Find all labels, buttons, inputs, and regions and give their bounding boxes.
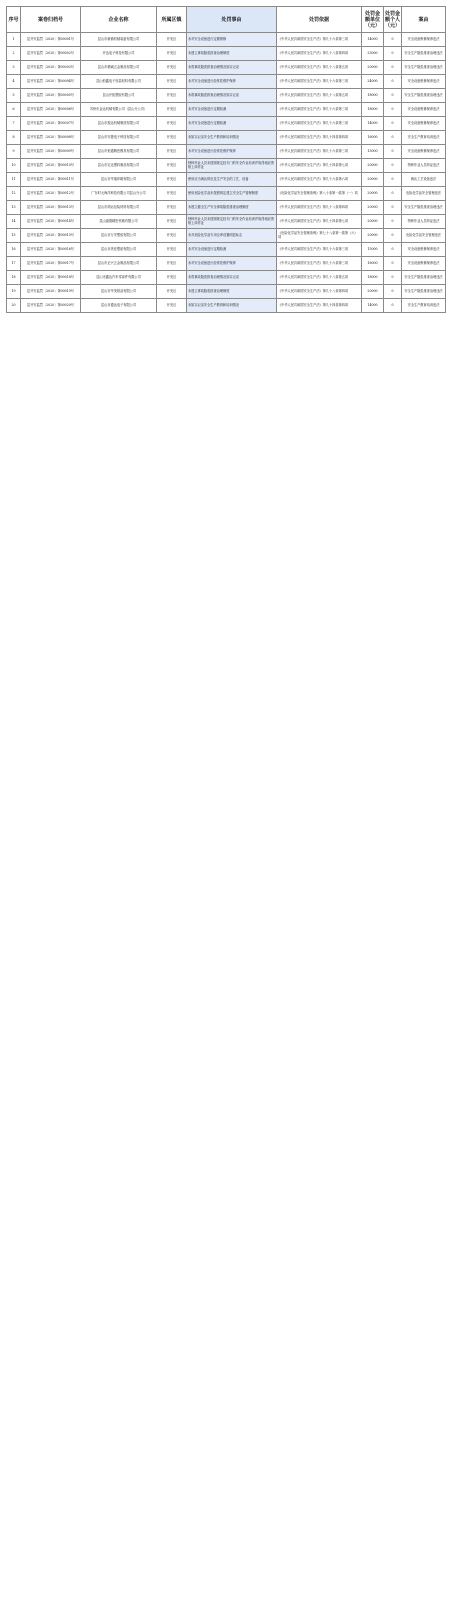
row-unit-fine: 16000 <box>362 257 384 271</box>
row-unit-fine: 18000 <box>362 271 384 285</box>
row-cause: 危险化学品安全管理违法 <box>402 229 446 243</box>
row-person-fine: 0 <box>384 131 402 145</box>
row-no: 18 <box>7 271 21 285</box>
row-unit-fine: 14000 <box>362 117 384 131</box>
row-company: 广东时元海洋科技有限公司昆山分公司 <box>81 187 157 201</box>
row-basis: 《中华人民共和国安全生产法》第九十八条第四项 <box>277 201 362 215</box>
row-town: 开发区 <box>157 89 187 103</box>
row-cause: 安全设备维修保养违法 <box>402 75 446 89</box>
table-row <box>7 159 446 173</box>
penalty-table <box>6 6 446 313</box>
row-cause: 安全生产隐患排查治理违法 <box>402 61 446 75</box>
row-basis: 《危险化学品安全管理条例》第七十八条第一款第（六）项 <box>277 229 362 243</box>
row-unit-fine: 14000 <box>362 299 384 313</box>
row-file-no: 昆开安监罚〔2020〕第00010号 <box>21 159 81 173</box>
row-town: 开发区 <box>157 131 187 145</box>
row-person-fine: 0 <box>384 229 402 243</box>
row-person-fine: 0 <box>384 173 402 187</box>
table-row <box>7 299 446 313</box>
row-basis: 《中华人民共和国安全生产法》第九十八条第五项 <box>277 271 362 285</box>
row-cause: 安全设备维修保养违法 <box>402 103 446 117</box>
row-reason: 未建立健全生产安全事故隐患排查治理制度 <box>187 201 277 215</box>
row-town: 开发区 <box>157 117 187 131</box>
row-unit-fine: 18000 <box>362 89 384 103</box>
row-town: 开发区 <box>157 257 187 271</box>
row-company: 昆山市万安塑胶有限公司 <box>81 229 157 243</box>
row-company: 昆山市华瑞印刷有限公司 <box>81 173 157 187</box>
row-reason: 未对安全设备进行经常性维护保养 <box>187 257 277 271</box>
row-basis: 《中华人民共和国安全生产法》第九十八条第四项 <box>277 285 362 299</box>
row-basis: 《中华人民共和国安全生产法》第九十六条第三项 <box>277 33 362 47</box>
row-unit-fine: 20000 <box>362 285 384 299</box>
row-file-no: 昆开安监罚〔2020〕第00013号 <box>21 201 81 215</box>
row-town: 开发区 <box>157 61 187 75</box>
table-row <box>7 131 446 145</box>
row-file-no: 昆开安监罚〔2020〕第00017号 <box>21 257 81 271</box>
row-town: 开发区 <box>157 33 187 47</box>
row-basis: 《中华人民共和国安全生产法》第九十六条第三项 <box>277 103 362 117</box>
header-basis: 处罚依据 <box>277 7 362 33</box>
row-company: 昆山开拓塑胶有限公司 <box>81 89 157 103</box>
row-cause: 安全设备维修保养违法 <box>402 257 446 271</box>
row-unit-fine: 24000 <box>362 75 384 89</box>
row-no: 16 <box>7 243 21 257</box>
row-town: 开发区 <box>157 159 187 173</box>
table-row <box>7 243 446 257</box>
row-person-fine: 0 <box>384 271 402 285</box>
row-unit-fine: 25000 <box>362 47 384 61</box>
row-company: 昆山市振达机械制造有限公司 <box>81 117 157 131</box>
row-person-fine: 0 <box>384 257 402 271</box>
table-row <box>7 229 446 243</box>
row-file-no: 昆开安监罚〔2020〕第00002号 <box>21 47 81 61</box>
row-file-no: 昆开安监罚〔2020〕第00012号 <box>21 187 81 201</box>
header-company: 企业名称 <box>81 7 157 33</box>
row-basis: 《中华人民共和国安全生产法》第九十六条第三项 <box>277 243 362 257</box>
row-person-fine: 0 <box>384 75 402 89</box>
row-company: 苏州市金达机械有限公司（昆山分公司） <box>81 103 157 117</box>
row-person-fine: 0 <box>384 243 402 257</box>
row-reason: 未如实记录安全生产教育和培训情况 <box>187 299 277 313</box>
row-person-fine: 0 <box>384 47 402 61</box>
row-person-fine: 0 <box>384 145 402 159</box>
table-row <box>7 285 446 299</box>
row-unit-fine: 20000 <box>362 61 384 75</box>
row-reason: 未对安全设备进行定期维修 <box>187 33 277 47</box>
row-no: 11 <box>7 173 21 187</box>
row-town: 开发区 <box>157 243 187 257</box>
row-cause: 安全生产隐患排查治理违法 <box>402 47 446 61</box>
row-no: 13 <box>7 201 21 215</box>
row-cause: 安全设备维修保养违法 <box>402 33 446 47</box>
row-company: 昆山市宏达塑料制品有限公司 <box>81 159 157 173</box>
row-no: 20 <box>7 299 21 313</box>
row-cause: 安全生产隐患排查治理违法 <box>402 271 446 285</box>
row-town: 开发区 <box>157 215 187 229</box>
row-person-fine: 0 <box>384 117 402 131</box>
row-unit-fine: 20000 <box>362 159 384 173</box>
row-town: 开发区 <box>157 201 187 215</box>
row-no: 15 <box>7 229 21 243</box>
row-company: 开达电子科技有限公司 <box>81 47 157 61</box>
row-company: 昆山市正兴五金制品有限公司 <box>81 257 157 271</box>
table-row <box>7 201 446 215</box>
row-no: 9 <box>7 145 21 159</box>
row-basis: 《中华人民共和国安全生产法》第九十六条第三项 <box>277 145 362 159</box>
row-cause: 安全设备维修保养违法 <box>402 145 446 159</box>
header-cause: 案由 <box>402 7 446 33</box>
table-row <box>7 117 446 131</box>
row-basis: 《中华人民共和国安全生产法》第九十八条第五项 <box>277 61 362 75</box>
row-reason: 未对安全设备进行经常性维护保养 <box>187 145 277 159</box>
row-file-no: 昆开安监罚〔2020〕第00015号 <box>21 229 81 243</box>
row-person-fine: 0 <box>384 61 402 75</box>
row-person-fine: 0 <box>384 33 402 47</box>
table-row <box>7 75 446 89</box>
row-company: 昆山恒鑫电子包装材料有限公司 <box>81 75 157 89</box>
row-company: 昆山市恒通精密模具有限公司 <box>81 145 157 159</box>
row-file-no: 昆开安监罚〔2020〕第00005号 <box>21 89 81 103</box>
row-company: 昆山市鑫达汽车零部件有限公司 <box>81 271 157 285</box>
row-cause: 特种作业人员持证违法 <box>402 215 446 229</box>
row-no: 10 <box>7 159 21 173</box>
row-file-no: 昆开安监罚〔2020〕第00004号 <box>21 75 81 89</box>
row-town: 开发区 <box>157 285 187 299</box>
row-reason: 未对安全设备进行经常性维护保养 <box>187 75 277 89</box>
row-file-no: 昆开安监罚〔2020〕第00009号 <box>21 145 81 159</box>
row-person-fine: 0 <box>384 215 402 229</box>
row-reason: 未将事故隐患排查治理情况如实记录 <box>187 61 277 75</box>
row-no: 4 <box>7 75 21 89</box>
row-company: 昆山嘉德精密机械有限公司 <box>81 215 157 229</box>
row-person-fine: 0 <box>384 187 402 201</box>
row-person-fine: 0 <box>384 159 402 173</box>
row-basis: 《中华人民共和国安全生产法》第九十四条第四项 <box>277 299 362 313</box>
table-body <box>7 33 446 313</box>
row-reason: 未对安全设备进行定期检测 <box>187 243 277 257</box>
row-basis: 《中华人民共和国安全生产法》第九十六条第三项 <box>277 117 362 131</box>
row-file-no: 昆开安监罚〔2020〕第00006号 <box>21 103 81 117</box>
row-town: 开发区 <box>157 103 187 117</box>
row-town: 开发区 <box>157 271 187 285</box>
row-file-no: 昆开安监罚〔2020〕第00003号 <box>21 61 81 75</box>
row-person-fine: 0 <box>384 89 402 103</box>
row-file-no: 昆开安监罚〔2020〕第00007号 <box>21 117 81 131</box>
row-basis: 《中华人民共和国安全生产法》第九十四条第七项 <box>277 159 362 173</box>
table-row <box>7 271 446 285</box>
table-row <box>7 33 446 47</box>
row-basis: 《中华人民共和国安全生产法》第九十四条第七项 <box>277 215 362 229</box>
row-file-no: 昆开安监罚〔2020〕第00008号 <box>21 131 81 145</box>
row-file-no: 昆开安监罚〔2020〕第00016号 <box>21 243 81 257</box>
row-no: 1 <box>7 33 21 47</box>
row-basis: 《中华人民共和国安全生产法》第九十六条第六项 <box>277 173 362 187</box>
row-town: 开发区 <box>157 187 187 201</box>
header-no: 序号 <box>7 7 21 33</box>
row-company: 昆山市精诚五金制品有限公司 <box>81 61 157 75</box>
header-file-no: 案卷归档号 <box>21 7 81 33</box>
row-file-no: 昆开安监罚〔2020〕第00014号 <box>21 215 81 229</box>
row-company: 昆山市通达电子有限公司 <box>81 299 157 313</box>
row-reason: 未将事故隐患排查治理情况如实记录 <box>187 271 277 285</box>
row-unit-fine: 20000 <box>362 187 384 201</box>
table-header <box>7 7 446 33</box>
row-town: 开发区 <box>157 173 187 187</box>
row-basis: 《中华人民共和国安全生产法》第九十六条第三项 <box>277 75 362 89</box>
row-cause: 安全设备维修保养违法 <box>402 243 446 257</box>
header-reason: 处罚事由 <box>187 7 277 33</box>
row-no: 2 <box>7 47 21 61</box>
row-reason: 未对安全设备进行定期检测 <box>187 117 277 131</box>
row-unit-fine: 15000 <box>362 243 384 257</box>
row-reason: 使用危险化学品未按照规定建立安全生产管理制度 <box>187 187 277 201</box>
row-no: 8 <box>7 131 21 145</box>
table-row <box>7 215 446 229</box>
row-no: 7 <box>7 117 21 131</box>
row-cause: 特种作业人员持证违法 <box>402 159 446 173</box>
row-no: 3 <box>7 61 21 75</box>
row-reason: 特种作业人员未按照规定经专门的安全作业培训并取得相应资格上岗作业 <box>187 215 277 229</box>
row-file-no: 昆开安监罚〔2020〕第00001号 <box>21 33 81 47</box>
row-unit-fine: 14000 <box>362 33 384 47</box>
table-row <box>7 173 446 187</box>
row-basis: 《中华人民共和国安全生产法》第九十六条第三项 <box>277 257 362 271</box>
row-basis: 《危险化学品安全管理条例》第八十条第一款第（一）项 <box>277 187 362 201</box>
row-reason: 未建立事故隐患排查治理制度 <box>187 47 277 61</box>
row-reason: 未对安全设备进行定期检测 <box>187 103 277 117</box>
row-cause: 安全生产隐患排查治理违法 <box>402 89 446 103</box>
row-unit-fine: 20000 <box>362 201 384 215</box>
row-town: 开发区 <box>157 47 187 61</box>
table-row <box>7 47 446 61</box>
row-cause: 安全生产隐患排查治理违法 <box>402 285 446 299</box>
table-row <box>7 145 446 159</box>
row-cause: 危险化学品安全管理违法 <box>402 187 446 201</box>
row-no: 6 <box>7 103 21 117</box>
row-unit-fine: 20000 <box>362 229 384 243</box>
row-company: 昆山市美佳塑胶有限公司 <box>81 243 157 257</box>
row-cause: 安全生产教育培训违法 <box>402 299 446 313</box>
header-unit-fine: 处罚金额单位（元） <box>362 7 384 33</box>
row-unit-fine: 15000 <box>362 145 384 159</box>
row-person-fine: 0 <box>384 103 402 117</box>
row-person-fine: 0 <box>384 201 402 215</box>
row-company: 昆山市安捷电子科技有限公司 <box>81 131 157 145</box>
row-file-no: 昆开安监罚〔2020〕第00018号 <box>21 271 81 285</box>
row-cause: 安全设备维修保养违法 <box>402 117 446 131</box>
row-reason: 未对危险化学品专用仓库设置明显标志 <box>187 229 277 243</box>
row-reason: 使用应当淘汰的危及生产安全的工艺、设备 <box>187 173 277 187</box>
row-town: 开发区 <box>157 145 187 159</box>
row-no: 19 <box>7 285 21 299</box>
row-reason: 未建立事故隐患排查治理制度 <box>187 285 277 299</box>
row-reason: 特种作业人员未按照规定经专门的安全作业培训并取得相应资格上岗作业 <box>187 159 277 173</box>
row-person-fine: 0 <box>384 285 402 299</box>
row-unit-fine: 16000 <box>362 131 384 145</box>
row-cause: 安全生产教育培训违法 <box>402 131 446 145</box>
table-row <box>7 187 446 201</box>
row-town: 开发区 <box>157 299 187 313</box>
row-unit-fine: 18000 <box>362 103 384 117</box>
row-town: 开发区 <box>157 229 187 243</box>
row-person-fine: 0 <box>384 299 402 313</box>
row-company: 昆山市鸿运包装材料有限公司 <box>81 201 157 215</box>
row-file-no: 昆开安监罚〔2020〕第00020号 <box>21 299 81 313</box>
row-no: 5 <box>7 89 21 103</box>
row-town: 开发区 <box>157 75 187 89</box>
row-unit-fine: 20000 <box>362 215 384 229</box>
table-row <box>7 103 446 117</box>
table-row <box>7 89 446 103</box>
row-cause: 安全生产隐患排查治理违法 <box>402 201 446 215</box>
row-company: 昆山市华美纸品有限公司 <box>81 285 157 299</box>
row-no: 12 <box>7 187 21 201</box>
row-file-no: 昆开安监罚〔2020〕第00019号 <box>21 285 81 299</box>
row-basis: 《中华人民共和国安全生产法》第九十八条第四项 <box>277 47 362 61</box>
row-reason: 未如实记录安全生产教育和培训情况 <box>187 131 277 145</box>
row-cause: 淘汰工艺设备违法 <box>402 173 446 187</box>
row-unit-fine: 20000 <box>362 173 384 187</box>
row-no: 14 <box>7 215 21 229</box>
row-basis: 《中华人民共和国安全生产法》第九十四条第四项 <box>277 131 362 145</box>
row-basis: 《中华人民共和国安全生产法》第九十八条第五项 <box>277 89 362 103</box>
row-file-no: 昆开安监罚〔2020〕第00011号 <box>21 173 81 187</box>
table-row <box>7 257 446 271</box>
header-town: 所属区镇 <box>157 7 187 33</box>
row-company: 昆山市新镇机械装备有限公司 <box>81 33 157 47</box>
row-reason: 未将事故隐患排查治理情况如实记录 <box>187 89 277 103</box>
table-row <box>7 61 446 75</box>
header-person-fine: 处罚金额个人（元） <box>384 7 402 33</box>
row-no: 17 <box>7 257 21 271</box>
